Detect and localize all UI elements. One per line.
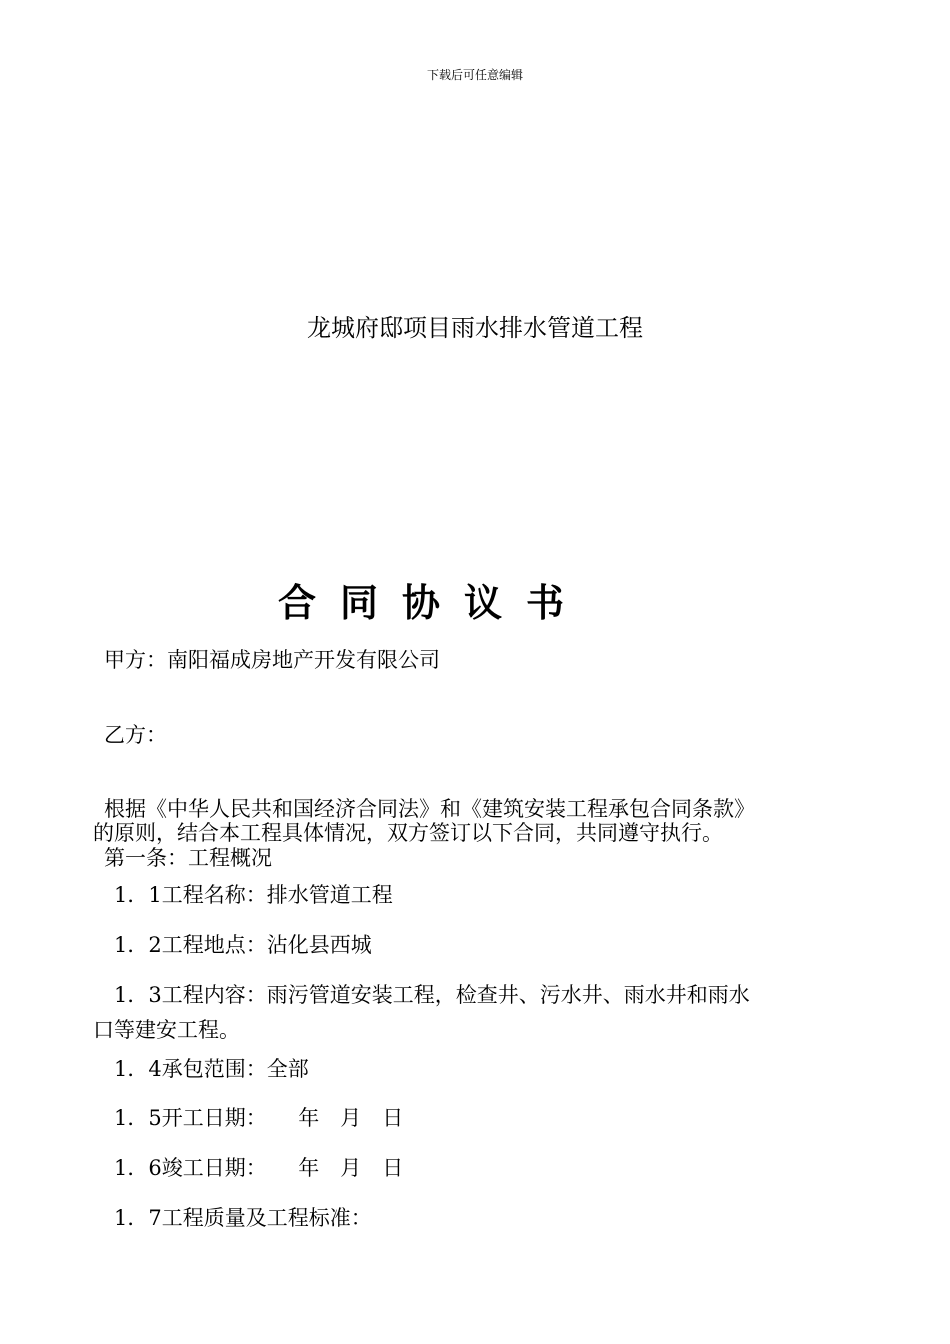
party-b-line: 乙方： (104, 723, 167, 747)
intro-line-2: 的原则，结合本工程具体情况，双方签订以下合同，共同遵守执行。 (93, 821, 723, 845)
intro-line-1: 根据《中华人民共和国经济合同法》和《建筑安装工程承包合同条款》 (104, 797, 755, 821)
item-project-name: 1．1工程名称：排水管道工程 (114, 883, 393, 907)
party-a-line: 甲方：南阳福成房地产开发有限公司 (104, 648, 440, 672)
item-completion-date: 1．6竣工日期： 年 月 日 (114, 1156, 404, 1180)
item-start-date: 1．5开工日期： 年 月 日 (114, 1106, 404, 1130)
item-quality-standard: 1．7工程质量及工程标准： (114, 1206, 372, 1230)
item-project-content: 1．3工程内容：雨污管道安装工程，检查井、污水井、雨水井和雨水 (114, 983, 750, 1007)
header-note: 下载后可任意编辑 (426, 68, 523, 82)
contract-title: 合同协议书 (278, 580, 589, 625)
item-project-location: 1．2工程地点：沾化县西城 (114, 933, 372, 957)
item-project-content-cont: 口等建安工程。 (93, 1018, 240, 1042)
article-1-title: 第一条：工程概况 (104, 846, 272, 870)
project-title: 龙城府邸项目雨水排水管道工程 (307, 314, 643, 342)
item-contract-scope: 1．4承包范围：全部 (114, 1057, 309, 1081)
